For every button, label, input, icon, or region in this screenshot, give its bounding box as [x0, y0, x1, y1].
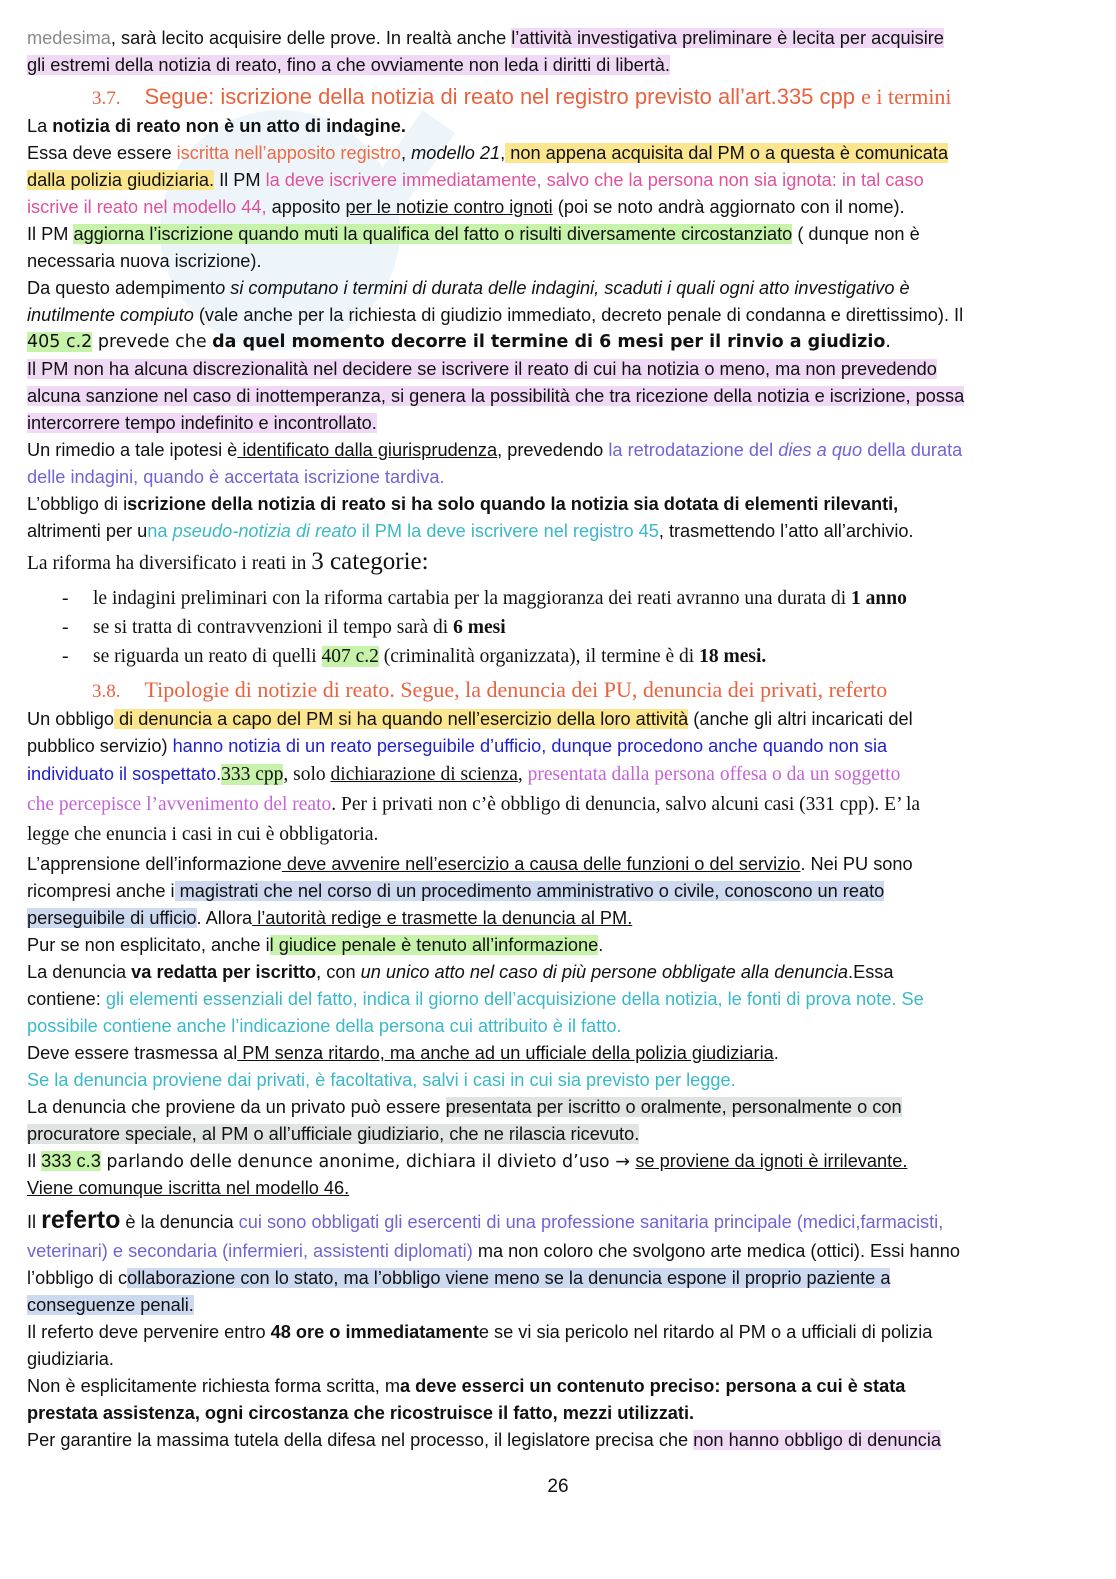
- text-line: Il PM aggiorna l’iscrizione quando muti la qualifica del fatto o risulti diversamente circostanziato ( dunque non è: [27, 224, 920, 244]
- text-line: La denuncia che proviene da un privato può essere presentata per iscritto o oralmente, personalmente o con: [27, 1097, 902, 1117]
- text-line: dalla polizia giudiziaria. Il PM la deve iscrivere immediatamente, salvo che la persona non sia ignota: in tal caso: [27, 170, 924, 190]
- text-line: Pur se non esplicitato, anche il giudice penale è tenuto all’informazione.: [27, 935, 604, 955]
- page-number: 26: [547, 1476, 569, 1497]
- text-line: legge che enuncia i casi in cui è obbligatoria.: [27, 824, 379, 845]
- section-heading: 3.7. Segue: iscrizione della notizia di reato nel registro previsto all’art.335 cpp e i termini: [92, 84, 952, 109]
- text-line: Il PM non ha alcuna discrezionalità nel decidere se iscrivere il reato di cui ha notizia o meno, ma non prevedendo: [27, 359, 937, 379]
- text-line: iscrive il reato nel modello 44, apposito per le notizie contro ignoti (poi se noto andrà aggiornato con il nome).: [27, 197, 905, 217]
- text-line: Il 333 c.3 parlando delle denunce anonime, dichiara il divieto d’uso → se proviene da ignoti è irrilevante.: [27, 1151, 908, 1172]
- text-line: Viene comunque iscritta nel modello 46.: [27, 1178, 350, 1198]
- text-line: che percepisce l’avvenimento del reato. Per i privati non c’è obbligo di denuncia, salvo alcuni casi (331 cpp). E’ la: [27, 794, 921, 815]
- text-line: Un obbligo di denuncia a capo del PM si ha quando nell’esercizio della loro attività (anche gli altri incaricati del: [27, 709, 913, 729]
- text-line: veterinari) e secondaria (infermieri, assistenti diplomati) ma non coloro che svolgono arte medica (ottici). Essi hanno: [27, 1241, 961, 1261]
- text-line: L’obbligo di iscrizione della notizia di reato si ha solo quando la notizia sia dotata di elementi rilevanti,: [27, 494, 899, 514]
- text-line: La riforma ha diversificato i reati in 3 categorie:: [27, 548, 429, 575]
- text-line: alcuna sanzione nel caso di inottemperanza, si genera la possibilità che tra ricezione della notizia e iscrizione, possa: [27, 386, 965, 406]
- text-line: La notizia di reato non è un atto di indagine.: [27, 116, 406, 136]
- text-line: necessaria nuova iscrizione).: [27, 251, 262, 271]
- text-line: prestata assistenza, ogni circostanza che ricostruisce il fatto, mezzi utilizzati.: [27, 1403, 695, 1423]
- text-line: contiene: gli elementi essenziali del fatto, indica il giorno dell’acquisizione della notizia, le fonti di prova note. Se: [27, 989, 924, 1009]
- text-line: Essa deve essere iscritta nell’apposito registro, modello 21, non appena acquisita dal PM o a questa è comunicata: [27, 143, 949, 163]
- text-line: Il referto è la denuncia cui sono obbligati gli esercenti di una professione sanitaria principale (medici,farmacisti,: [27, 1206, 944, 1234]
- text-line: individuato il sospettato.333 cpp, solo dichiarazione di scienza, presentata dalla persona offesa o da un soggetto: [27, 764, 901, 785]
- text-line: medesima, sarà lecito acquisire delle prove. In realtà anche l’attività investigativa preliminare è lecita per acquisire: [27, 28, 944, 48]
- text-line: Non è esplicitamente richiesta forma scritta, ma deve esserci un contenuto preciso: persona a cui è stata: [27, 1376, 906, 1396]
- text-line: procuratore speciale, al PM o all’ufficiale giudiziario, che ne rilascia ricevuto.: [27, 1124, 640, 1144]
- text-line: giudiziaria.: [27, 1349, 114, 1369]
- text-line: inutilmente compiuto (vale anche per la richiesta di giudizio immediato, decreto penale di condanna e direttissimo). Il: [27, 305, 964, 325]
- text-line: conseguenze penali.: [27, 1295, 194, 1315]
- text-line: l’obbligo di collaborazione con lo stato, ma l’obbligo viene meno se la denuncia espone il proprio paziente a: [27, 1268, 891, 1288]
- text-line: ricompresi anche i magistrati che nel corso di un procedimento amministrativo o civile, conoscono un reato: [27, 881, 885, 901]
- text-line: Un rimedio a tale ipotesi è identificato dalla giurisprudenza, prevedendo la retrodatazione del dies a quo della durata: [27, 440, 963, 460]
- text-line: intercorrere tempo indefinito e incontrollato.: [27, 413, 377, 433]
- text-line: Deve essere trasmessa al PM senza ritardo, ma anche ad un ufficiale della polizia giudiziaria.: [27, 1043, 779, 1063]
- text-line: possibile contiene anche l’indicazione della persona cui attribuito è il fatto.: [27, 1016, 622, 1036]
- section-heading: 3.8. Tipologie di notizie di reato. Segue, la denuncia dei PU, denuncia dei privati, referto: [92, 677, 888, 702]
- text-line: 405 c.2 prevede che da quel momento decorre il termine di 6 mesi per il rinvio a giudizio.: [27, 332, 891, 352]
- text-line: gli estremi della notizia di reato, fino a che ovviamente non leda i diritti di libertà.: [27, 55, 670, 75]
- text-line: pubblico servizio) hanno notizia di un reato perseguibile d’ufficio, dunque procedono anche quando non sia: [27, 736, 888, 756]
- text-line: Il referto deve pervenire entro 48 ore o immediatamente se vi sia pericolo nel ritardo al PM o a ufficiali di polizia: [27, 1322, 933, 1342]
- text-line: perseguibile di ufficio. Allora l’autorità redige e trasmette la denuncia al PM.: [27, 908, 633, 928]
- document-page: medesima, sarà lecito acquisire delle prove. In realtà anche l’attività investigativa preliminare è lecita per acquisire gli estremi della notizia di reato, fino a che ovviamente non leda i diritti di libertà. 3.7. Segue: iscrizione della notizia di reato nel registro previsto all’art.335 cpp e i termini La notizia di reato non è un atto di indagine. Essa deve essere iscritta nell’apposito registro, modello 21, non appena acquisita dal PM o a questa è comunicata dalla polizia giudiziaria. Il PM la deve iscrivere immediatamente, salvo che la persona non sia ignota: in tal caso iscrive il reato nel modello 44, apposito per le notizie contro ignoti (poi se noto andrà aggiornato con il nome). Il PM aggiorna l’iscrizione quando muti la qualifica del fatto o risulti diversamente circostanziato ( dunque non è necessaria nuova iscrizione). Da questo adempimento si computano i termini di durata delle indagini, scaduti i quali ogni atto investigativo è inutilmente compiuto (vale anche per la richiesta di giudizio immediato, decreto penale di condanna e direttissimo). Il 405 c.2 prevede che da quel momento decorre il termine di 6 mesi per il rinvio a giudizio. Il PM non ha alcuna discrezionalità nel decidere se iscrivere il reato di cui ha notizia o meno, ma non prevedendo alcuna sanzione nel caso di inottemperanza, si genera la possibilità che tra ricezione della notizia e iscrizione, possa intercorrere tempo indefinito e incontrollato. Un rimedio a tale ipotesi è identificato dalla giurisprudenza, prevedendo la retrodatazione del dies a quo della durata delle indagini, quando è accertata iscrizione tardiva. L’obbligo di iscrizione della notizia di reato si ha solo quando la notizia sia dotata di elementi rilevanti, altrimenti per una pseudo-notizia di reato il PM la deve iscrivere nel registro 45, trasmettendo l’atto all’archivio. La riforma ha diversificato i reati in 3 categorie: - le indagini preliminari con la riforma cartabia per la maggioranza dei reati avranno una durata di 1 anno - se si tratta di contravvenzioni il tempo sarà di 6 mesi - se riguarda un reato di quelli 407 c.2 (criminalità organizzata), il termine è di 18 mesi. 3.8. Tipologie di notizie di reato. Segue, la denuncia dei PU, denuncia dei privati, referto Un obbligo di denuncia a capo del PM si ha quando nell’esercizio della loro attività (anche gli altri incaricati del pubblico servizio) hanno notizia di un reato perseguibile d’ufficio, dunque procedono anche quando non sia individuato il sospettato.333 cpp, solo dichiarazione di scienza, presentata dalla persona offesa o da un soggetto che percepisce l’avvenimento del reato. Per i privati non c’è obbligo di denuncia, salvo alcuni casi (331 cpp). E’ la legge che enuncia i casi in cui è obbligatoria. L’apprensione dell’informazione deve avvenire nell’esercizio a causa delle funzioni o del servizio. Nei PU sono ricompresi anche i magistrati che nel corso di un procedimento amministrativo o civile, conoscono un reato perseguibile di ufficio. Allora l’autorità redige e trasmette la denuncia al PM. Pur se non esplicitato, anche il giudice penale è tenuto all’informazione. La denuncia va redatta per iscritto, con un unico atto nel caso di più persone obbligate alla denuncia.Essa contiene: gli elementi essenziali del fatto, indica il giorno dell’acquisizione della notizia, le fonti di prova note. Se possibile contiene anche l’indicazione della persona cui attribuito è il fatto. Deve essere trasmessa al PM senza ritardo, ma anche ad un ufficiale della polizia giudiziaria. Se la denuncia proviene dai privati, è facoltativa, salvi i casi in cui sia previsto per legge. La denuncia che proviene da un privato può essere presentata per iscritto o oralmente, personalmente o con procuratore speciale, al PM o all’ufficiale giudiziario, che ne rilascia ricevuto. Il 333 c.3 parlando delle denunce anonime, dichiara il divieto d’uso → se proviene da ignoti è irrilevante. Viene comunque iscritta nel modello 46. Il referto è la denuncia cui sono obbligati gli esercenti di una professione sanitaria principale (medici,farmacisti, veterinari) e secondaria (infermieri, assistenti diplomati) ma non coloro che svolgono arte medica (ottici). Essi hanno l’obbligo di collaborazione con lo stato, ma l’obbligo viene meno se la denuncia espone il proprio paziente a conseguenze penali. Il referto deve pervenire entro 48 ore o immediatamente se vi sia pericolo nel ritardo al PM o a ufficiali di polizia giudiziaria. Non è esplicitamente richiesta forma scritta, ma deve esserci un contenuto preciso: persona a cui è stata prestata assistenza, ogni circostanza che ricostruisce il fatto, mezzi utilizzati. Per garantire la massima tutela della difesa nel processo, il legislatore precisa che non hanno obbligo di denuncia 26: [0, 0, 1116, 1579]
- text-line: altrimenti per una pseudo-notizia di reato il PM la deve iscrivere nel registro 45, trasmettendo l’atto all’archivio.: [27, 521, 914, 541]
- text-line: delle indagini, quando è accertata iscrizione tardiva.: [27, 467, 445, 487]
- text-line: L’apprensione dell’informazione deve avvenire nell’esercizio a causa delle funzioni o del servizio. Nei PU sono: [27, 854, 913, 874]
- text-line: Per garantire la massima tutela della difesa nel processo, il legislatore precisa che non hanno obbligo di denuncia: [27, 1430, 941, 1450]
- text-line: La denuncia va redatta per iscritto, con un unico atto nel caso di più persone obbligate alla denuncia.Essa: [27, 962, 894, 982]
- text-line: Se la denuncia proviene dai privati, è facoltativa, salvi i casi in cui sia previsto per legge.: [27, 1070, 736, 1090]
- text-line: Da questo adempimento si computano i termini di durata delle indagini, scaduti i quali ogni atto investigativo è: [27, 278, 910, 298]
